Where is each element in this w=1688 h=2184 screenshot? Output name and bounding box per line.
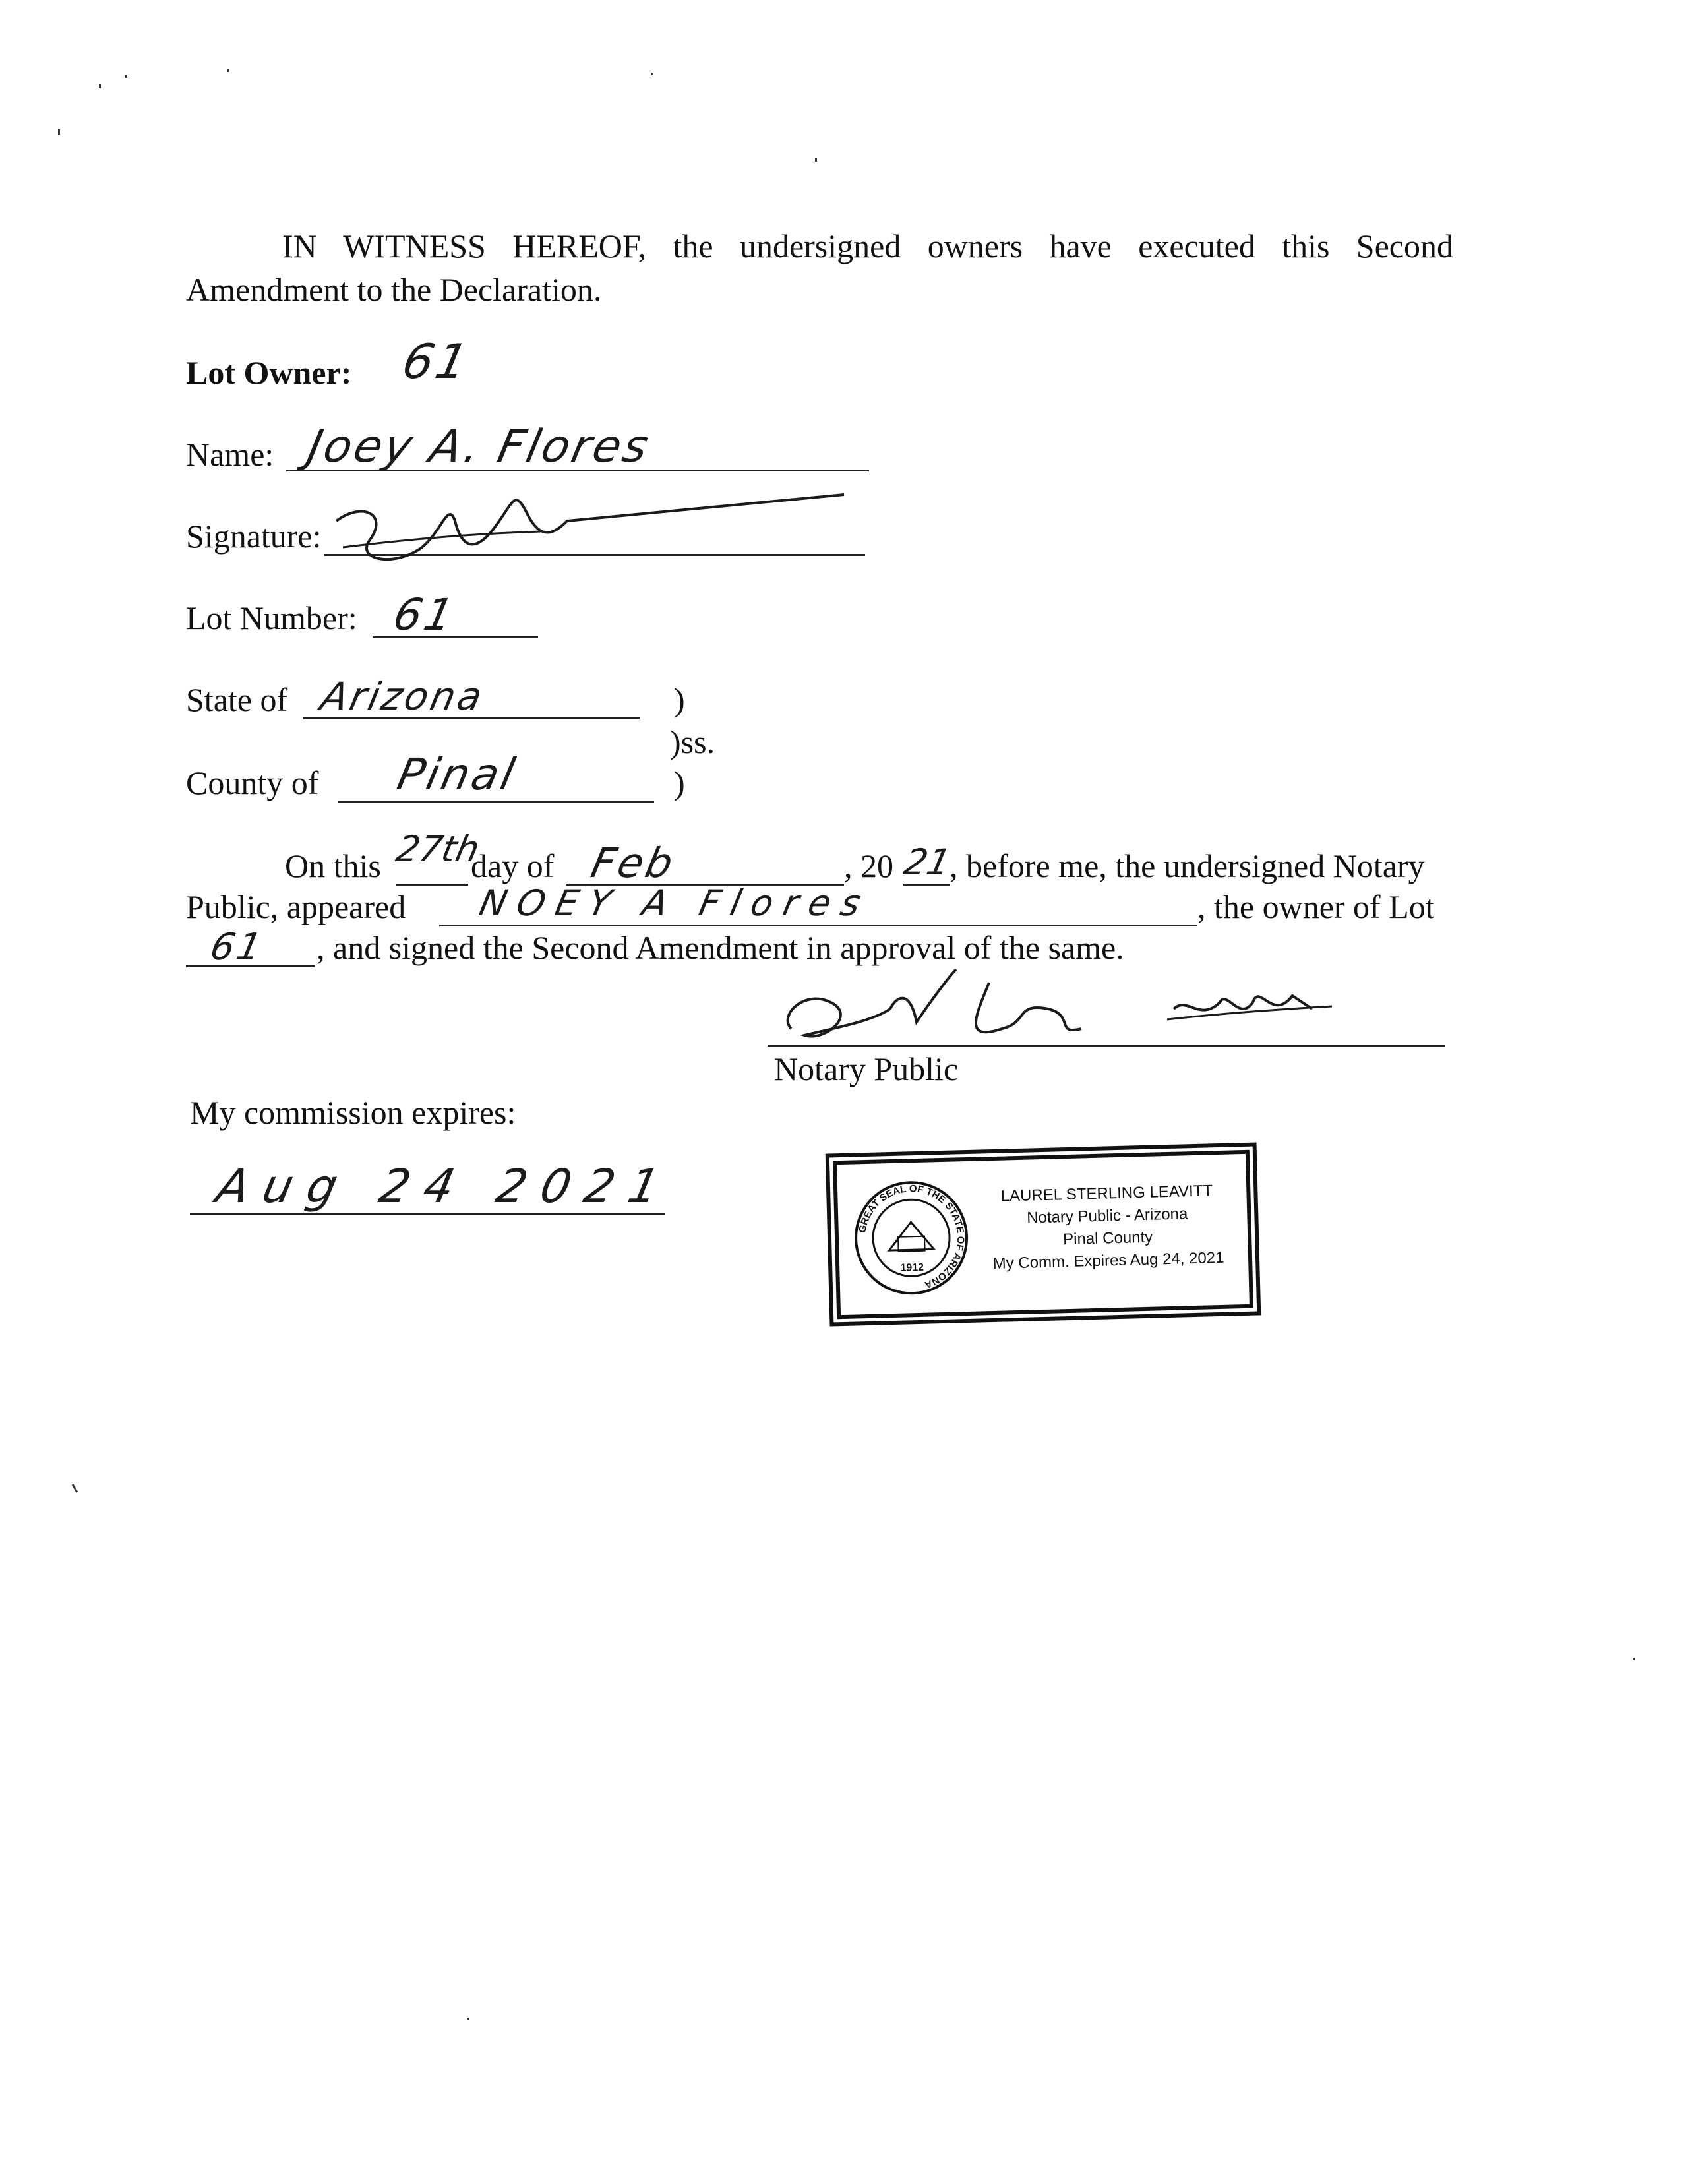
notary-signature [765, 963, 1345, 1055]
stamp-title: Notary Public - Arizona [1026, 1205, 1188, 1227]
commission-value: Aug 24 2021 [212, 1159, 679, 1213]
before-me-text: , before me, the undersigned Notary [950, 847, 1425, 884]
month-value: Feb [587, 839, 680, 887]
commission-underline [190, 1213, 665, 1215]
county-label: County of [186, 764, 319, 801]
name-value: Joey A. Flores [303, 421, 655, 473]
ss-mark: )ss. [670, 723, 715, 760]
state-seal-icon [851, 1177, 973, 1299]
scan-speck [651, 73, 653, 75]
stamp-name: LAUREL STERLING LEAVITT [1000, 1182, 1213, 1205]
state-label: State of [186, 681, 288, 718]
year-underline [903, 884, 950, 886]
day-value: 27th [392, 828, 483, 870]
signature-label: Signature: [186, 518, 322, 555]
lot-number-value: 61 [388, 590, 461, 640]
notary-stamp [833, 1150, 1253, 1319]
witness-line-1: IN WITNESS HEREOF, the undersigned owners have executed this Second [282, 228, 1453, 264]
lot-owner-value: 61 [398, 334, 475, 389]
on-this-label: On this [285, 847, 381, 884]
owner-signature [316, 475, 857, 580]
state-value: Arizona [316, 674, 489, 719]
name-label: Name: [186, 436, 274, 473]
stamp-county: Pinal County [1062, 1228, 1153, 1249]
appeared-value: NOEY A Flores [475, 882, 875, 924]
scan-speck [227, 69, 229, 72]
svg-text:1912: 1912 [900, 1261, 924, 1274]
public-appeared-label: Public, appeared [186, 888, 406, 925]
owner-of-lot-text: , the owner of Lot [1197, 888, 1435, 925]
year-value: 21 [900, 841, 955, 883]
notary-public-label: Notary Public [774, 1050, 959, 1087]
scan-speck [58, 129, 60, 135]
stamp-expires: My Comm. Expires Aug 24, 2021 [992, 1248, 1224, 1273]
appeared-underline [439, 925, 1197, 926]
signed-text: , and signed the Second Amendment in approval of the same. [316, 929, 1124, 966]
year-prefix: , 20 [844, 847, 893, 884]
scan-speck [815, 158, 817, 162]
scan-speck [1633, 1658, 1635, 1660]
county-paren: ) [674, 764, 685, 801]
notary-signature-underline [768, 1045, 1445, 1046]
lot-owner-label: Lot Owner: [186, 354, 352, 391]
witness-line-2: Amendment to the Declaration. [186, 271, 602, 308]
day-underline [396, 884, 468, 886]
scan-speck [99, 84, 101, 88]
svg-text:GREAT SEAL OF THE STATE OF ARI: GREAT SEAL OF THE STATE OF ARIZONA [857, 1183, 967, 1290]
commission-label: My commission expires: [190, 1094, 516, 1131]
county-underline [338, 801, 654, 803]
day-of-label: day of [471, 847, 555, 884]
scan-speck [125, 75, 127, 78]
scan-speck [72, 1484, 78, 1493]
state-paren: ) [674, 681, 685, 718]
lot-value: 61 [206, 926, 268, 969]
county-value: Pinal [392, 749, 522, 800]
lot-number-label: Lot Number: [186, 599, 357, 636]
scan-speck [467, 2018, 469, 2020]
